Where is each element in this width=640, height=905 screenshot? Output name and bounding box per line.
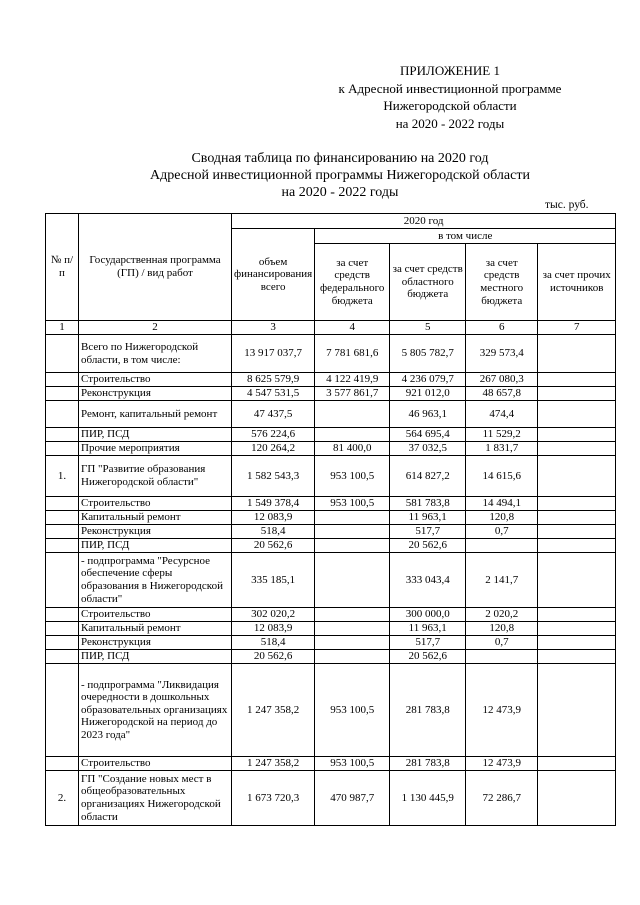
row-regional: 1 130 445,9 [390, 771, 466, 826]
row-regional: 300 000,0 [390, 608, 466, 622]
table-row [46, 497, 616, 511]
row-name: ГП "Создание новых мест в общеобразовательных организациях Нижегородской области [79, 771, 232, 826]
header-program: Государственная программа (ГП) / вид работ [79, 214, 232, 321]
row-other [538, 335, 616, 373]
table-row [46, 525, 616, 539]
row-number [46, 511, 79, 525]
row-name: Ремонт, капитальный ремонт [79, 401, 232, 428]
appendix-line-2: к Адресной инвестиционной программе [338, 80, 562, 96]
column-number: 3 [232, 321, 315, 335]
document-title [60, 150, 620, 201]
row-other [538, 608, 616, 622]
row-other [538, 456, 616, 497]
row-federal [315, 539, 390, 553]
row-local: 14 615,6 [466, 456, 538, 497]
row-federal [315, 525, 390, 539]
row-local: 48 657,8 [466, 387, 538, 401]
row-other [538, 636, 616, 650]
row-federal [315, 511, 390, 525]
row-total: 4 547 531,5 [232, 387, 315, 401]
row-regional: 20 562,6 [390, 539, 466, 553]
table-row [46, 757, 616, 771]
row-name: Реконструкция [79, 636, 232, 650]
row-local: 14 494,1 [466, 497, 538, 511]
row-regional: 517,7 [390, 525, 466, 539]
header-including: в том числе [315, 229, 616, 244]
appendix-line-4: на 2020 - 2022 годы [395, 115, 505, 131]
appendix-line-3: Нижегородской области [383, 98, 517, 113]
row-regional: 46 963,1 [390, 401, 466, 428]
row-other [538, 497, 616, 511]
row-federal [315, 608, 390, 622]
row-total: 576 224,6 [232, 428, 315, 442]
row-regional: 5 805 782,7 [390, 335, 466, 373]
row-number [46, 335, 79, 373]
row-regional: 11 963,1 [390, 511, 466, 525]
row-number [46, 442, 79, 456]
row-number [46, 757, 79, 771]
row-federal [315, 636, 390, 650]
row-regional: 581 783,8 [390, 497, 466, 511]
row-number [46, 608, 79, 622]
row-total: 518,4 [232, 525, 315, 539]
row-other [538, 525, 616, 539]
table-row [46, 650, 616, 664]
table-body [46, 335, 616, 826]
row-name: Строительство [79, 373, 232, 387]
row-federal [315, 622, 390, 636]
row-other [538, 401, 616, 428]
title-line-1: Сводная таблица по финансированию на 2020 год [191, 151, 489, 166]
row-other [538, 664, 616, 757]
row-other [538, 622, 616, 636]
row-local: 120,8 [466, 622, 538, 636]
row-other [538, 511, 616, 525]
title-line-3: на 2020 - 2022 годы [281, 185, 399, 200]
appendix-block [300, 62, 600, 132]
row-federal: 4 122 419,9 [315, 373, 390, 387]
column-number: 5 [390, 321, 466, 335]
row-name: Капитальный ремонт [79, 511, 232, 525]
row-federal: 953 100,5 [315, 497, 390, 511]
row-other [538, 771, 616, 826]
row-local: 329 573,4 [466, 335, 538, 373]
row-federal: 953 100,5 [315, 456, 390, 497]
row-regional: 20 562,6 [390, 650, 466, 664]
row-total: 1 582 543,3 [232, 456, 315, 497]
header-regional: за счет средств областного бюджета [390, 244, 466, 321]
row-federal [315, 553, 390, 608]
table-row [46, 539, 616, 553]
row-name: - подпрограмма "Ликвидация очередности в дошкольных образовательных организациях Нижегородской на период до 2023 года" [79, 664, 232, 757]
title-line-2: Адресной инвестиционной программы Нижегородской области [150, 168, 530, 183]
row-federal: 81 400,0 [315, 442, 390, 456]
row-total: 8 625 579,9 [232, 373, 315, 387]
row-other [538, 373, 616, 387]
table-row [46, 428, 616, 442]
row-name: ГП "Развитие образования Нижегородской области" [79, 456, 232, 497]
row-number [46, 373, 79, 387]
row-name: Строительство [79, 497, 232, 511]
row-regional: 281 783,8 [390, 757, 466, 771]
row-other [538, 539, 616, 553]
table-row [46, 636, 616, 650]
row-name: Всего по Нижегородской области, в том числе: [79, 335, 232, 373]
row-regional: 517,7 [390, 636, 466, 650]
row-number [46, 553, 79, 608]
table-row [46, 387, 616, 401]
row-number [46, 636, 79, 650]
row-other [538, 442, 616, 456]
row-local: 120,8 [466, 511, 538, 525]
row-local: 72 286,7 [466, 771, 538, 826]
row-federal [315, 650, 390, 664]
header-other: за счет прочих источников [538, 244, 616, 321]
table-row [46, 442, 616, 456]
row-local: 11 529,2 [466, 428, 538, 442]
column-number: 1 [46, 321, 79, 335]
row-name: ПИР, ПСД [79, 539, 232, 553]
row-number [46, 622, 79, 636]
row-federal: 953 100,5 [315, 664, 390, 757]
row-total: 335 185,1 [232, 553, 315, 608]
row-number: 1. [46, 456, 79, 497]
row-name: Капитальный ремонт [79, 622, 232, 636]
row-total: 12 083,9 [232, 511, 315, 525]
row-other [538, 650, 616, 664]
column-number: 7 [538, 321, 616, 335]
row-name: Реконструкция [79, 525, 232, 539]
table-header [46, 214, 616, 335]
row-regional: 614 827,2 [390, 456, 466, 497]
row-total: 302 020,2 [232, 608, 315, 622]
header-local: за счет средств местного бюджета [466, 244, 538, 321]
row-local: 1 831,7 [466, 442, 538, 456]
row-local: 0,7 [466, 636, 538, 650]
row-other [538, 757, 616, 771]
row-total: 518,4 [232, 636, 315, 650]
row-regional: 564 695,4 [390, 428, 466, 442]
column-number: 6 [466, 321, 538, 335]
row-name: - подпрограмма "Ресурсное обеспечение сферы образования в Нижегородской области" [79, 553, 232, 608]
row-local: 474,4 [466, 401, 538, 428]
row-federal: 7 781 681,6 [315, 335, 390, 373]
table-row [46, 373, 616, 387]
row-regional: 4 236 079,7 [390, 373, 466, 387]
row-total: 1 673 720,3 [232, 771, 315, 826]
row-number [46, 401, 79, 428]
table-row [46, 622, 616, 636]
row-name: Реконструкция [79, 387, 232, 401]
table-row [46, 664, 616, 757]
header-num: № п/п [46, 214, 79, 321]
row-total: 47 437,5 [232, 401, 315, 428]
row-local: 2 020,2 [466, 608, 538, 622]
row-local [466, 539, 538, 553]
row-number [46, 650, 79, 664]
row-regional: 11 963,1 [390, 622, 466, 636]
row-regional: 281 783,8 [390, 664, 466, 757]
row-name: Строительство [79, 608, 232, 622]
row-name: ПИР, ПСД [79, 650, 232, 664]
row-total: 120 264,2 [232, 442, 315, 456]
row-federal: 3 577 861,7 [315, 387, 390, 401]
row-regional: 37 032,5 [390, 442, 466, 456]
row-name: ПИР, ПСД [79, 428, 232, 442]
row-local: 267 080,3 [466, 373, 538, 387]
row-total: 20 562,6 [232, 650, 315, 664]
row-local: 0,7 [466, 525, 538, 539]
row-local [466, 650, 538, 664]
table-row [46, 456, 616, 497]
row-total: 12 083,9 [232, 622, 315, 636]
header-federal: за счет средств федерального бюджета [315, 244, 390, 321]
table-row [46, 511, 616, 525]
row-number [46, 664, 79, 757]
units-label: тыс. руб. [545, 199, 589, 211]
header-year: 2020 год [232, 214, 616, 229]
row-other [538, 428, 616, 442]
row-number [46, 539, 79, 553]
row-name: Прочие мероприятия [79, 442, 232, 456]
row-federal: 470 987,7 [315, 771, 390, 826]
column-number: 4 [315, 321, 390, 335]
row-total: 20 562,6 [232, 539, 315, 553]
row-local: 12 473,9 [466, 757, 538, 771]
header-total: объем финансирования всего [232, 229, 315, 321]
row-local: 12 473,9 [466, 664, 538, 757]
table-row [46, 335, 616, 373]
row-federal [315, 428, 390, 442]
row-total: 13 917 037,7 [232, 335, 315, 373]
row-total: 1 247 358,2 [232, 664, 315, 757]
row-other [538, 553, 616, 608]
row-number [46, 497, 79, 511]
row-regional: 333 043,4 [390, 553, 466, 608]
column-number: 2 [79, 321, 232, 335]
row-number [46, 428, 79, 442]
row-federal [315, 401, 390, 428]
row-total: 1 247 358,2 [232, 757, 315, 771]
table-row [46, 401, 616, 428]
table-row [46, 771, 616, 826]
row-total: 1 549 378,4 [232, 497, 315, 511]
row-name: Строительство [79, 757, 232, 771]
row-number [46, 525, 79, 539]
financing-table [45, 213, 616, 826]
table-row [46, 608, 616, 622]
row-regional: 921 012,0 [390, 387, 466, 401]
appendix-line-1: ПРИЛОЖЕНИЕ 1 [400, 63, 500, 78]
row-federal: 953 100,5 [315, 757, 390, 771]
row-other [538, 387, 616, 401]
row-local: 2 141,7 [466, 553, 538, 608]
row-number [46, 387, 79, 401]
row-number: 2. [46, 771, 79, 826]
table-row [46, 553, 616, 608]
